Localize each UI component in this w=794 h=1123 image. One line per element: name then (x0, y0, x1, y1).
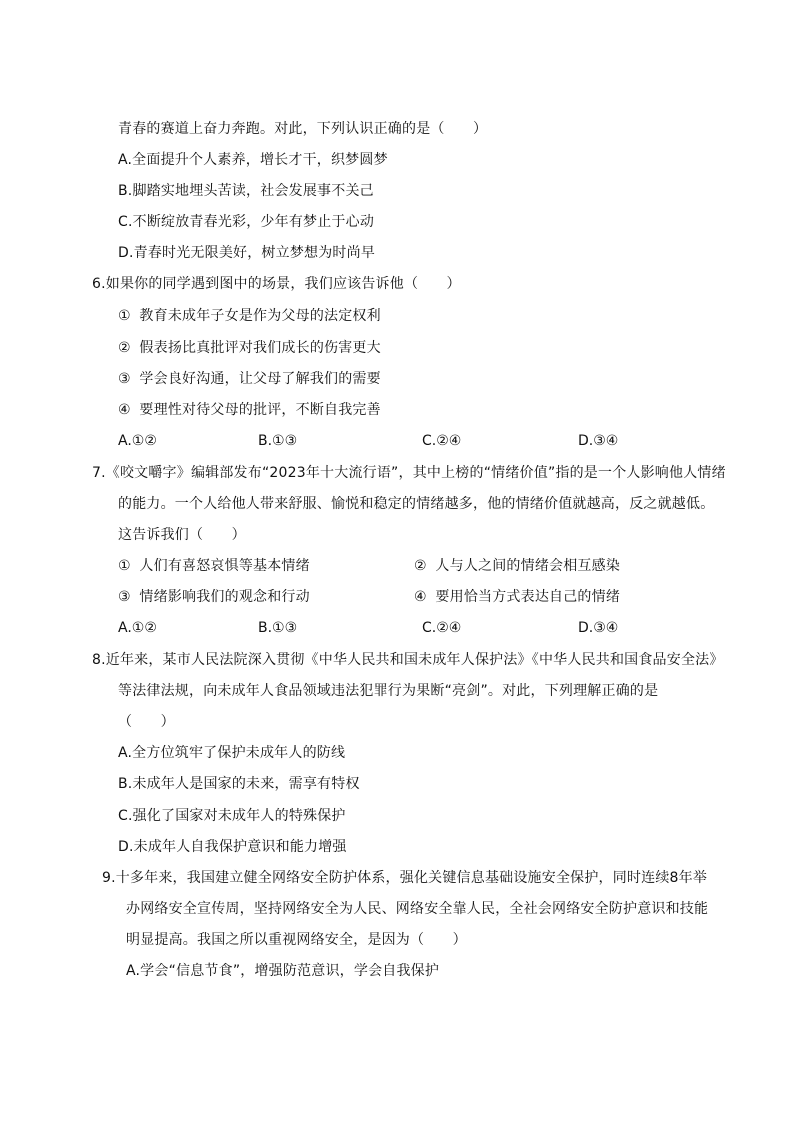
item-text: 要理性对待父母的批评，不断自我完善 (139, 402, 381, 418)
question-7-stem-line-3: 这告诉我们（ ） (118, 527, 246, 543)
question-9-stem-line-2: 办网络安全宣传周，坚持网络安全为人民、网络安全靠人民，全社会网络安全防护意识和技能 (126, 901, 709, 917)
circled-number: ④ (414, 589, 427, 605)
question-7-choice-a: A.①② (118, 620, 157, 636)
question-7-stem-line-1: 7.《咬文嚼字》编辑部发布“2023年十大流行语”，其中上榜的“情绪价值”指的是一个人影响他人情绪 (92, 465, 726, 481)
item-text: 人与人之间的情绪会相互感染 (435, 558, 621, 574)
question-6-stem: 6.如果你的同学遇到图中的场景，我们应该告诉他（ ） (92, 276, 461, 292)
circled-number: ① (118, 308, 131, 324)
item-text: 情绪影响我们的观念和行动 (139, 589, 310, 605)
question-5-option-b: B.脚踏实地埋头苦读，社会发展事不关己 (118, 183, 374, 199)
question-6-item-4 (118, 400, 381, 420)
question-8-stem-line-1: 8.近年来，某市人民法院深入贯彻《中华人民共和国未成年人保护法》《中华人民共和国食品安全法》 (92, 652, 724, 668)
question-8-option-b: B.未成年人是国家的未来，需享有特权 (118, 776, 360, 792)
question-6-item-1 (118, 306, 381, 326)
circled-number: ③ (118, 371, 131, 387)
circled-number: ② (414, 558, 427, 574)
item-text: 教育未成年子女是作为父母的法定权利 (139, 308, 381, 324)
circled-number: ② (118, 340, 131, 356)
question-7-item-3 (118, 587, 310, 607)
question-9-option-a: A.学会“信息节食”，增强防范意识，学会自我保护 (126, 963, 440, 979)
circled-number: ④ (118, 402, 131, 418)
question-8-option-c: C.强化了国家对未成年人的特殊保护 (118, 808, 346, 824)
item-text: 人们有喜怒哀惧等基本情绪 (139, 558, 310, 574)
question-7-choice-c: C.②④ (422, 620, 462, 636)
question-6-item-3 (118, 369, 381, 389)
item-text: 学会良好沟通，让父母了解我们的需要 (139, 371, 381, 387)
question-8-option-d: D.未成年人自我保护意识和能力增强 (118, 839, 347, 855)
question-6-item-2 (118, 338, 381, 358)
question-6-choice-d: D.③④ (578, 433, 619, 449)
question-9-stem-line-1: 9.十多年来，我国建立健全网络安全防护体系，强化关键信息基础设施安全保护，同时连续8年举 (102, 870, 708, 886)
item-text: 要用恰当方式表达自己的情绪 (435, 589, 621, 605)
question-6-choice-a: A.①② (118, 433, 157, 449)
circled-number: ③ (118, 589, 131, 605)
question-5-option-d: D.青春时光无限美好，树立梦想为时尚早 (118, 245, 376, 261)
question-6-choice-b: B.①③ (258, 433, 298, 449)
question-7-item-1 (118, 556, 310, 576)
question-8-stem-line-3: （ ） (118, 714, 175, 730)
question-7-item-4 (414, 587, 620, 607)
question-5-option-c: C.不断绽放青春光彩，少年有梦止于心动 (118, 214, 375, 230)
question-7-choice-d: D.③④ (578, 620, 619, 636)
question-6-choice-c: C.②④ (422, 433, 462, 449)
question-7-item-2 (414, 556, 620, 576)
circled-number: ① (118, 558, 131, 574)
question-7-stem-line-2: 的能力。一个人给他人带来舒服、愉悦和稳定的情绪越多，他的情绪价值就越高，反之就越低。 (118, 496, 715, 512)
question-5-option-a: A.全面提升个人素养，增长才干，织梦圆梦 (118, 152, 388, 168)
question-8-stem-line-2: 等法律法规，向未成年人食品领域违法犯罪行为果断“亮剑”。对此，下列理解正确的是 (118, 683, 659, 699)
question-9-stem-line-3: 明显提高。我国之所以重视网络安全，是因为（ ） (126, 932, 467, 948)
question-5-stem: 青春的赛道上奋力奔跑。对此，下列认识正确的是（ ） (118, 121, 488, 137)
question-8-option-a: A.全方位筑牢了保护未成年人的防线 (118, 745, 346, 761)
item-text: 假表扬比真批评对我们成长的伤害更大 (139, 340, 381, 356)
question-7-choice-b: B.①③ (258, 620, 298, 636)
